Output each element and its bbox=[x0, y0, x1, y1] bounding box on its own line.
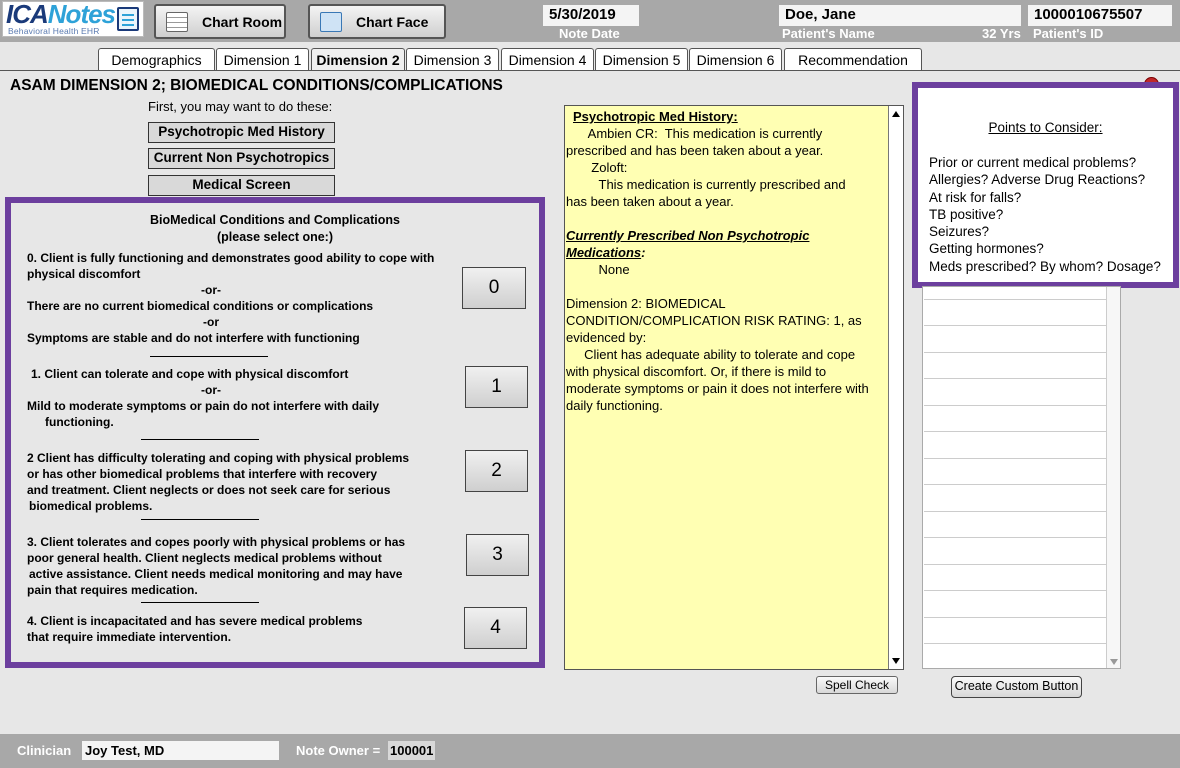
option-divider bbox=[150, 356, 268, 357]
option4-line2: that require immediate intervention. bbox=[27, 630, 232, 644]
score-4-button[interactable]: 4 bbox=[464, 607, 527, 649]
bio-subtitle: (please select one:) bbox=[216, 230, 333, 244]
notes-scrollbar[interactable] bbox=[888, 106, 903, 669]
points-title: Points to Consider: bbox=[988, 120, 1103, 135]
option0-or2: -or bbox=[203, 315, 219, 329]
scroll-up-arrow-icon[interactable] bbox=[892, 111, 900, 117]
score-3-button[interactable]: 3 bbox=[466, 534, 529, 576]
list-row-divider bbox=[924, 458, 1107, 459]
list-row-divider bbox=[924, 352, 1107, 353]
clinician-label: Clinician bbox=[17, 743, 72, 758]
points-item: Meds prescribed? By whom? Dosage? bbox=[929, 258, 1161, 274]
scroll-down-arrow-icon[interactable] bbox=[892, 658, 900, 664]
first-note: First, you may want to do these: bbox=[148, 99, 333, 114]
med-entry-ambien: Ambien CR: This medication is currently prescribed and has been taken about a year. bbox=[566, 126, 824, 158]
list-row-divider bbox=[924, 484, 1107, 485]
option4-line1: 4. Client is incapacitated and has severe medical problems bbox=[27, 614, 363, 628]
option-divider bbox=[141, 519, 259, 520]
option1-line1: 1. Client can tolerate and cope with physical discomfort bbox=[31, 367, 349, 381]
note-owner-value: 100001 bbox=[390, 743, 434, 758]
medical-screen-button[interactable]: Medical Screen bbox=[148, 175, 335, 196]
option0-line1: 0. Client is fully functioning and demonstrates good ability to cope with bbox=[27, 251, 435, 265]
option0-or1: -or- bbox=[201, 283, 221, 297]
note-date-label: Note Date bbox=[559, 26, 620, 41]
points-item: Seizures? bbox=[929, 224, 990, 240]
clinician-field[interactable]: Joy Test, MD bbox=[82, 741, 279, 760]
custom-buttons-list[interactable] bbox=[922, 286, 1121, 669]
footer-bar bbox=[0, 734, 1180, 768]
option-divider bbox=[141, 439, 259, 440]
option3-line3: active assistance. Client needs medical monitoring and may have bbox=[29, 567, 403, 581]
patient-id-label: Patient's ID bbox=[1033, 26, 1104, 41]
patient-age: 32 Yrs bbox=[982, 26, 1021, 41]
non-psych-heading: Currently Prescribed Non Psychotropic Medications bbox=[566, 228, 810, 260]
points-item: At risk for falls? bbox=[929, 189, 1022, 205]
tab-dimension-1[interactable]: Dimension 1 bbox=[216, 48, 309, 71]
current-non-psychotropics-button[interactable]: Current Non Psychotropics bbox=[148, 148, 335, 169]
list-row-divider bbox=[924, 431, 1107, 432]
list-row-divider bbox=[924, 299, 1107, 300]
score-1-button[interactable]: 1 bbox=[465, 366, 528, 408]
patient-name-label: Patient's Name bbox=[782, 26, 875, 41]
psychotropic-med-history-button[interactable]: Psychotropic Med History bbox=[148, 122, 335, 143]
biomedical-conditions-panel bbox=[5, 197, 545, 668]
list-row-divider bbox=[924, 590, 1107, 591]
bio-title: BioMedical Conditions and Complications bbox=[149, 213, 400, 227]
dimension-notes-textarea[interactable] bbox=[564, 105, 904, 670]
notes-document-icon bbox=[117, 7, 139, 31]
non-psych-value: None bbox=[566, 262, 630, 277]
logo-subtitle: Behavioral Health EHR bbox=[8, 26, 100, 36]
tab-divider bbox=[0, 70, 1180, 71]
list-row-divider bbox=[924, 325, 1107, 326]
option2-line2: or has other biomedical problems that interfere with recovery bbox=[27, 467, 378, 481]
list-row-divider bbox=[924, 617, 1107, 618]
dimension-tabs bbox=[0, 48, 1180, 71]
option0-line2: physical discomfort bbox=[27, 267, 141, 281]
option0-line3: There are no current biomedical conditions or complications bbox=[27, 299, 374, 313]
list-row-divider bbox=[924, 643, 1107, 644]
page-title: ASAM DIMENSION 2; BIOMEDICAL CONDITIONS/COMPLICATIONS bbox=[10, 77, 503, 94]
option1-line3: functioning. bbox=[45, 415, 114, 429]
option1-line2: Mild to moderate symptoms or pain do not interfere with daily bbox=[27, 399, 380, 413]
chart-face-button[interactable] bbox=[308, 4, 446, 39]
option2-line1: 2 Client has difficulty tolerating and coping with physical problems bbox=[27, 451, 410, 465]
option0-line4: Symptoms are stable and do not interfere with functioning bbox=[27, 331, 360, 345]
option-divider bbox=[141, 602, 259, 603]
option3-line4: pain that requires medication. bbox=[27, 583, 198, 597]
list-row-divider bbox=[924, 537, 1107, 538]
note-date-field[interactable]: 5/30/2019 bbox=[543, 5, 639, 26]
note-owner-label: Note Owner = bbox=[296, 743, 381, 758]
med-history-heading: Psychotropic Med History: bbox=[573, 109, 738, 124]
ica-notes-logo bbox=[2, 1, 144, 37]
tab-dimension-2[interactable]: Dimension 2 bbox=[311, 48, 405, 71]
points-item: TB positive? bbox=[929, 206, 1004, 222]
points-item: Getting hormones? bbox=[929, 241, 1044, 257]
points-item: Allergies? Adverse Drug Reactions? bbox=[929, 172, 1146, 188]
tab-dimension-3[interactable]: Dimension 3 bbox=[406, 48, 499, 71]
chart-face-label: Chart Face bbox=[356, 13, 429, 30]
custom-list-scrollbar[interactable] bbox=[1106, 287, 1120, 668]
create-custom-button[interactable]: Create Custom Button bbox=[951, 676, 1082, 698]
list-row-divider bbox=[924, 378, 1107, 379]
non-psych-colon: : bbox=[641, 245, 646, 260]
points-item: Prior or current medical problems? bbox=[929, 155, 1137, 170]
points-list bbox=[929, 154, 1161, 275]
tab-dimension-6[interactable]: Dimension 6 bbox=[689, 48, 782, 71]
risk-rating-text: Dimension 2: BIOMEDICAL CONDITION/COMPLICATION RISK RATING: 1, as evidenced by: Client has adequate ability to tolerate and cope with physical discomfort. Or, if there is mild to moderate symptoms or pain it does not interfere with daily functioning. bbox=[566, 296, 869, 413]
med-entry-zoloft: Zoloft: This medication is currently prescribed and has been taken about a year. bbox=[566, 160, 846, 209]
patient-id-field: 1000010675507 bbox=[1028, 5, 1172, 26]
list-row-divider bbox=[924, 564, 1107, 565]
option1-or1: -or- bbox=[201, 383, 221, 397]
chart-face-icon bbox=[320, 12, 342, 32]
spell-check-button[interactable]: Spell Check bbox=[816, 676, 898, 694]
chart-room-icon bbox=[166, 12, 188, 32]
score-0-button[interactable]: 0 bbox=[462, 267, 526, 309]
points-to-consider-panel bbox=[912, 82, 1179, 288]
tab-dimension-4[interactable]: Dimension 4 bbox=[501, 48, 594, 71]
tab-recommendation[interactable]: Recommendation bbox=[784, 48, 922, 71]
option2-line4: biomedical problems. bbox=[29, 499, 153, 513]
option3-line1: 3. Client tolerates and copes poorly with physical problems or has bbox=[27, 535, 406, 549]
list-row-divider bbox=[924, 511, 1107, 512]
chart-room-button[interactable] bbox=[154, 4, 286, 39]
chart-room-label: Chart Room bbox=[202, 13, 283, 30]
logo-text-main: ICA bbox=[6, 0, 48, 29]
tab-dimension-5[interactable]: Dimension 5 bbox=[595, 48, 688, 71]
tab-demographics[interactable]: Demographics bbox=[98, 48, 215, 71]
list-row-divider bbox=[924, 405, 1107, 406]
option3-line2: poor general health. Client neglects medical problems without bbox=[27, 551, 382, 565]
option2-line3: and treatment. Client neglects or does not seek care for serious bbox=[27, 483, 391, 497]
scroll-down-arrow-icon[interactable] bbox=[1110, 659, 1118, 665]
patient-name-field: Doe, Jane bbox=[779, 5, 1021, 26]
header-bar bbox=[0, 0, 1180, 42]
score-2-button[interactable]: 2 bbox=[465, 450, 528, 492]
logo-text-accent: Notes bbox=[47, 0, 116, 29]
